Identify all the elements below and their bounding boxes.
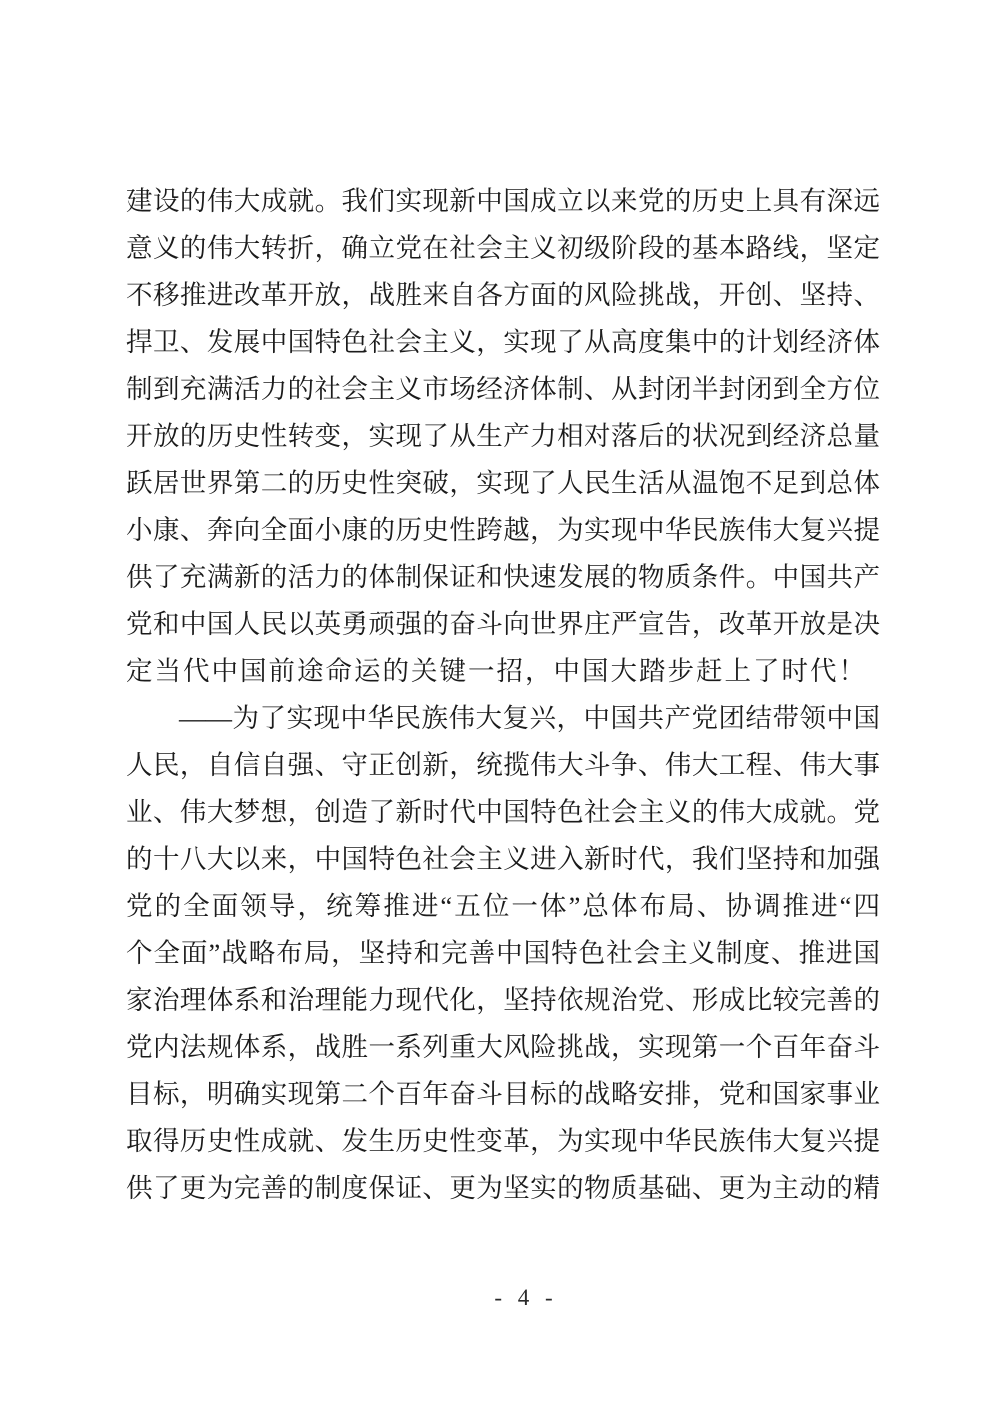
text-line: 开放的历史性转变，实现了从生产力相对落后的状况到经济总量 [126, 421, 880, 451]
body-text [126, 178, 880, 1212]
text-line: 小康、奔向全面小康的历史性跨越，为实现中华民族伟大复兴提 [126, 515, 880, 545]
text-line: 建设的伟大成就。我们实现新中国成立以来党的历史上具有深远 [126, 186, 880, 216]
paragraph-2 [126, 695, 880, 1212]
text-line: 业、伟大梦想，创造了新时代中国特色社会主义的伟大成就。党 [126, 797, 880, 827]
text-line: 跃居世界第二的历史性突破，实现了人民生活从温饱不足到总体 [126, 468, 880, 498]
text-line: 取得历史性成就、发生历史性变革，为实现中华民族伟大复兴提 [126, 1126, 880, 1156]
text-line: 党的全面领导，统筹推进“五位一体”总体布局、协调推进“四 [126, 891, 880, 921]
text-line: 目标，明确实现第二个百年奋斗目标的战略安排，党和国家事业 [126, 1079, 880, 1109]
text-line: 不移推进改革开放，战胜来自各方面的风险挑战，开创、坚持、 [126, 280, 880, 310]
text-line: 的十八大以来，中国特色社会主义进入新时代，我们坚持和加强 [126, 844, 880, 874]
text-line: 人民，自信自强、守正创新，统揽伟大斗争、伟大工程、伟大事 [126, 750, 880, 780]
text-line: 党内法规体系，战胜一系列重大风险挑战，实现第一个百年奋斗 [126, 1032, 880, 1062]
page-number: - 4 - [494, 1285, 558, 1310]
page-footer [0, 1285, 1000, 1311]
text-line: 意义的伟大转折，确立党在社会主义初级阶段的基本路线，坚定 [126, 233, 880, 263]
text-line: 家治理体系和治理能力现代化，坚持依规治党、形成比较完善的 [126, 985, 880, 1015]
text-line: 定当代中国前途命运的关键一招，中国大踏步赶上了时代！ [126, 656, 867, 686]
paragraph-1 [126, 178, 880, 695]
text-line: 制到充满活力的社会主义市场经济体制、从封闭半封闭到全方位 [126, 374, 880, 404]
text-line: 党和中国人民以英勇顽强的奋斗向世界庄严宣告，改革开放是决 [126, 609, 880, 639]
text-line: 供了充满新的活力的体制保证和快速发展的物质条件。中国共产 [126, 562, 880, 592]
text-line: 供了更为完善的制度保证、更为坚实的物质基础、更为主动的精 [126, 1173, 880, 1203]
text-line: ——为了实现中华民族伟大复兴，中国共产党团结带领中国 [179, 703, 880, 733]
text-line: 捍卫、发展中国特色社会主义，实现了从高度集中的计划经济体 [126, 327, 880, 357]
text-line: 个全面”战略布局，坚持和完善中国特色社会主义制度、推进国 [126, 938, 880, 968]
